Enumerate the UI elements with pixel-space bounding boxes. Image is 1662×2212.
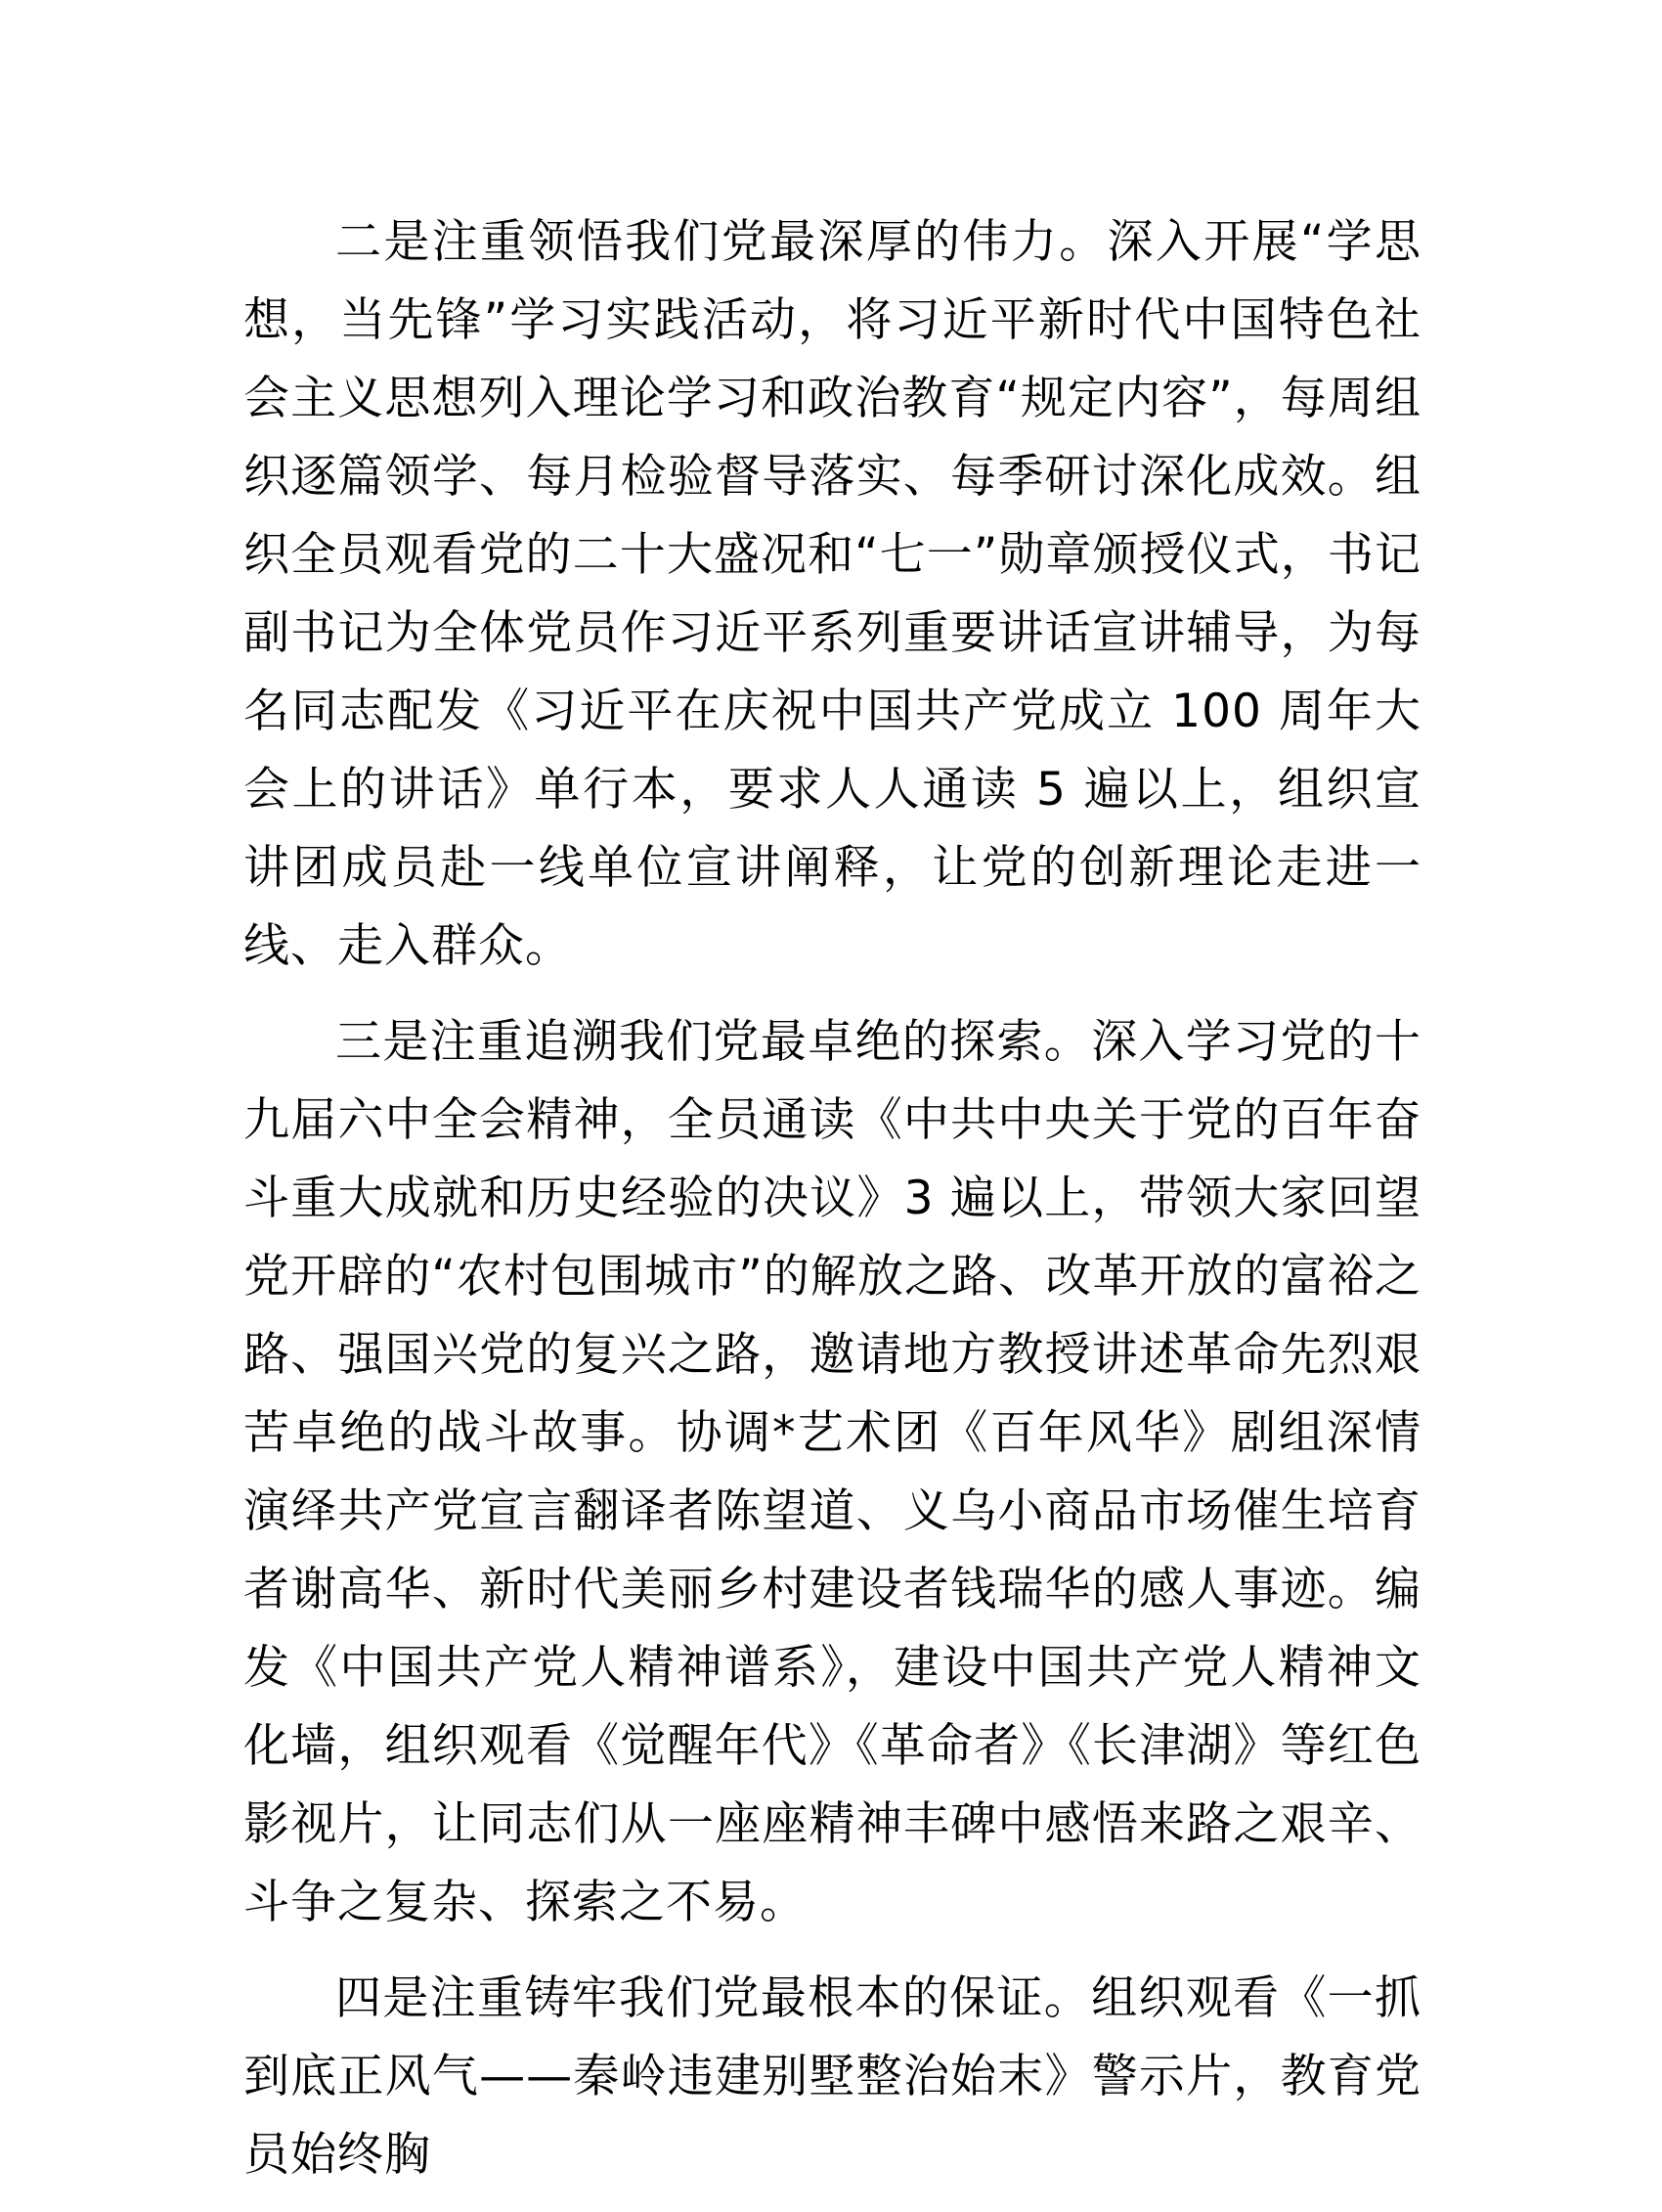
paragraph-point-two: 二是注重领悟我们党最深厚的伟力。深入开展“学思想，当先锋”学习实践活动，将习近平新时代中国特色社会主义思想列入理论学习和政治教育“规定内容”，每周组织逐篇领学、每月检验督导落实、每季研讨深化成效。组织全员观看党的二十大盛况和“七一”勋章颁授仪式，书记副书记为全体党员作习近平系列重要讲话宣讲辅导，为每名同志配发《习近平在庆祝中国共产党成立 100 周年大会上的讲话》单行本，要求人人通读 5 遍以上，组织宣讲团成员赴一线单位宣讲阐释，让党的创新理论走进一线、走入群众。 xyxy=(243,215,1421,973)
paragraph-point-three: 三是注重追溯我们党最卓绝的探索。深入学习党的十九届六中全会精神，全员通读《中共中央关于党的百年奋斗重大成就和历史经验的决议》3 遍以上，带领大家回望党开辟的“农村包围城市”的解放之路、改革开放的富裕之路、强国兴党的复兴之路，邀请地方教授讲述革命先烈艰苦卓绝的战斗故事。协调*艺术团《百年风华》剧组深情演绎共产党宣言翻译者陈望道、义乌小商品市场催生培育者谢高华、新时代美丽乡村建设者钱瑞华的感人事迹。编发《中国共产党人精神谱系》，建设中国共产党人精神文化墙，组织观看《觉醒年代》《革命者》《长津湖》等红色影视片，让同志们从一座座精神丰碑中感悟来路之艰辛、斗争之复杂、探索之不易。 xyxy=(243,1015,1421,1929)
paragraph-point-four: 四是注重铸牢我们党最根本的保证。组织观看《一抓到底正风气——秦岭违建别墅整治始末》警示片，教育党员始终胸 xyxy=(243,1971,1421,2182)
document-body xyxy=(243,203,1421,2212)
